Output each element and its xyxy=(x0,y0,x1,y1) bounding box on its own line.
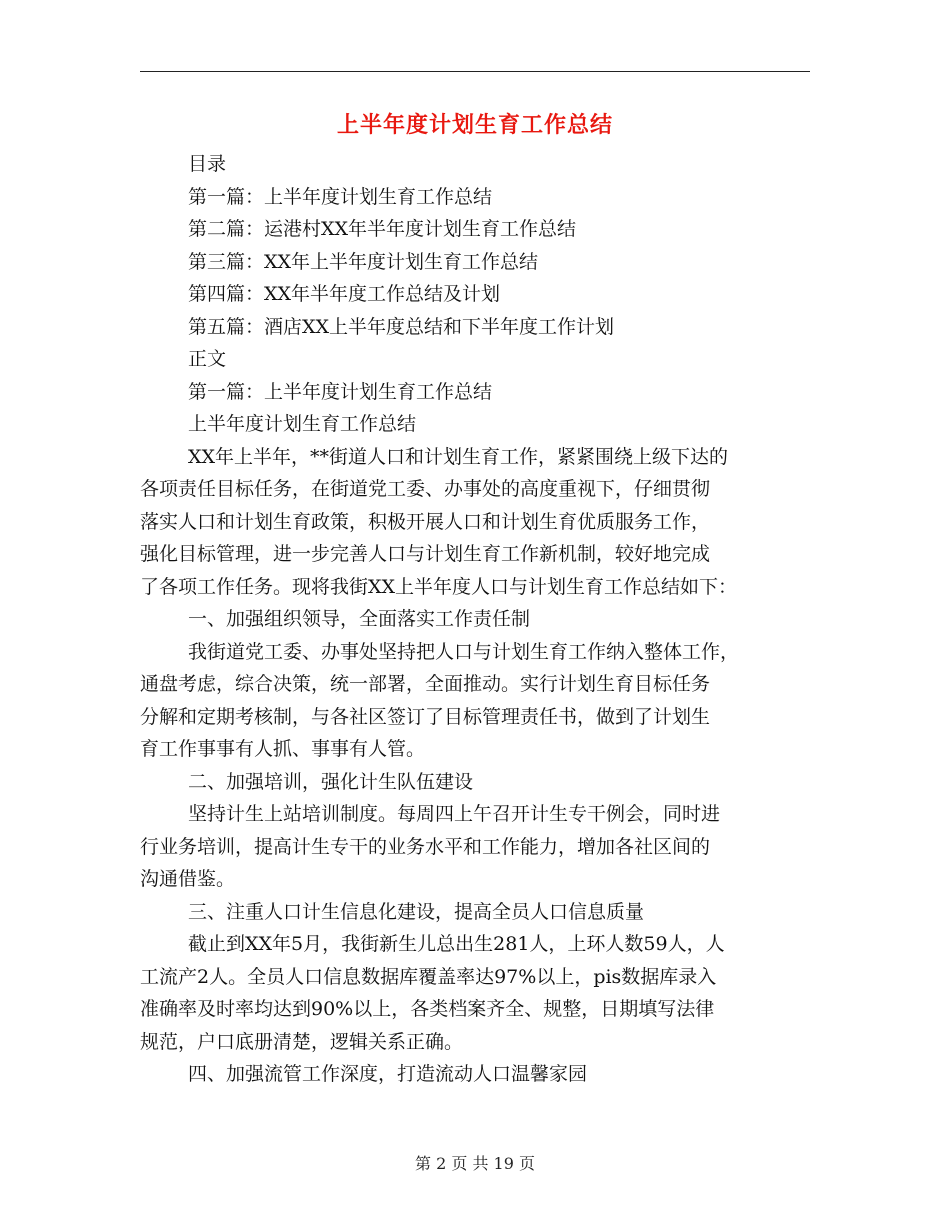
section-heading-4: 四、加强流管工作深度，打造流动人口温馨家园 xyxy=(188,1063,588,1085)
header-rule xyxy=(140,71,810,72)
body-heading: 正文 xyxy=(188,348,227,370)
section-heading-3: 三、注重人口计生信息化建设，提高全员人口信息质量 xyxy=(188,900,645,923)
paragraph-line: 通盘考虑，综合决策，统一部署，全面推动。实行计划生育目标任务 xyxy=(140,673,711,695)
paragraph-line: 坚持计生上站培训制度。每周四上午召开计生专干例会，同时进 xyxy=(188,803,721,825)
paragraph-line: 截止到XX年5月，我街新生儿总出生281人，上环人数59人，人 xyxy=(188,933,725,955)
paragraph-line: 育工作事事有人抓、事事有人管。 xyxy=(140,738,426,760)
toc-item-2: 第二篇：运港村XX年半年度计划生育工作总结 xyxy=(188,218,577,240)
paragraph-line: 分解和定期考核制，与各社区签订了目标管理责任书，做到了计划生 xyxy=(140,705,711,728)
paragraph-line: 沟通借鉴。 xyxy=(140,868,236,890)
document-title: 上半年度计划生育工作总结 xyxy=(336,113,613,138)
toc-heading: 目录 xyxy=(188,153,227,175)
paragraph-line: 准确率及时率均达到90%以上，各类档案齐全、规整，日期填写法律 xyxy=(140,998,715,1020)
document-body xyxy=(140,148,812,1091)
toc-item-4: 第四篇：XX年半年度工作总结及计划 xyxy=(188,283,501,305)
section-heading-1: 一、加强组织领导，全面落实工作责任制 xyxy=(188,608,531,630)
page-number: 第 2 页 共 19 页 xyxy=(415,1154,535,1173)
section-heading-2: 二、加强培训，强化计生队伍建设 xyxy=(188,770,474,793)
chapter-heading: 第一篇：上半年度计划生育工作总结 xyxy=(188,380,493,403)
paragraph-line: 工流产2人。全员人口信息数据库覆盖率达97%以上，pis数据库录入 xyxy=(140,965,717,988)
paragraph-line: 各项责任目标任务，在街道党工委、办事处的高度重视下，仔细贯彻 xyxy=(140,478,711,500)
chapter-title: 上半年度计划生育工作总结 xyxy=(188,413,417,435)
paragraph-line: 了各项工作任务。现将我街XX上半年度人口与计划生育工作总结如下： xyxy=(140,575,738,598)
paragraph-line: 落实人口和计划生育政策，积极开展人口和计划生育优质服务工作， xyxy=(140,510,711,533)
paragraph-line: 我街道党工委、办事处坚持把人口与计划生育工作纳入整体工作， xyxy=(188,640,740,663)
toc-item-5: 第五篇：酒店XX上半年度总结和下半年度工作计划 xyxy=(188,315,615,338)
paragraph-line: 规范，户口底册清楚，逻辑关系正确。 xyxy=(140,1030,464,1053)
toc-item-1: 第一篇：上半年度计划生育工作总结 xyxy=(188,185,493,208)
paragraph-line: XX年上半年，**街道人口和计划生育工作，紧紧围绕上级下达的 xyxy=(188,445,729,468)
paragraph-line: 强化目标管理，进一步完善人口与计划生育工作新机制，较好地完成 xyxy=(140,543,711,565)
toc-item-3: 第三篇：XX年上半年度计划生育工作总结 xyxy=(188,250,539,273)
paragraph-line: 行业务培训，提高计生专干的业务水平和工作能力，增加各社区间的 xyxy=(140,835,711,858)
